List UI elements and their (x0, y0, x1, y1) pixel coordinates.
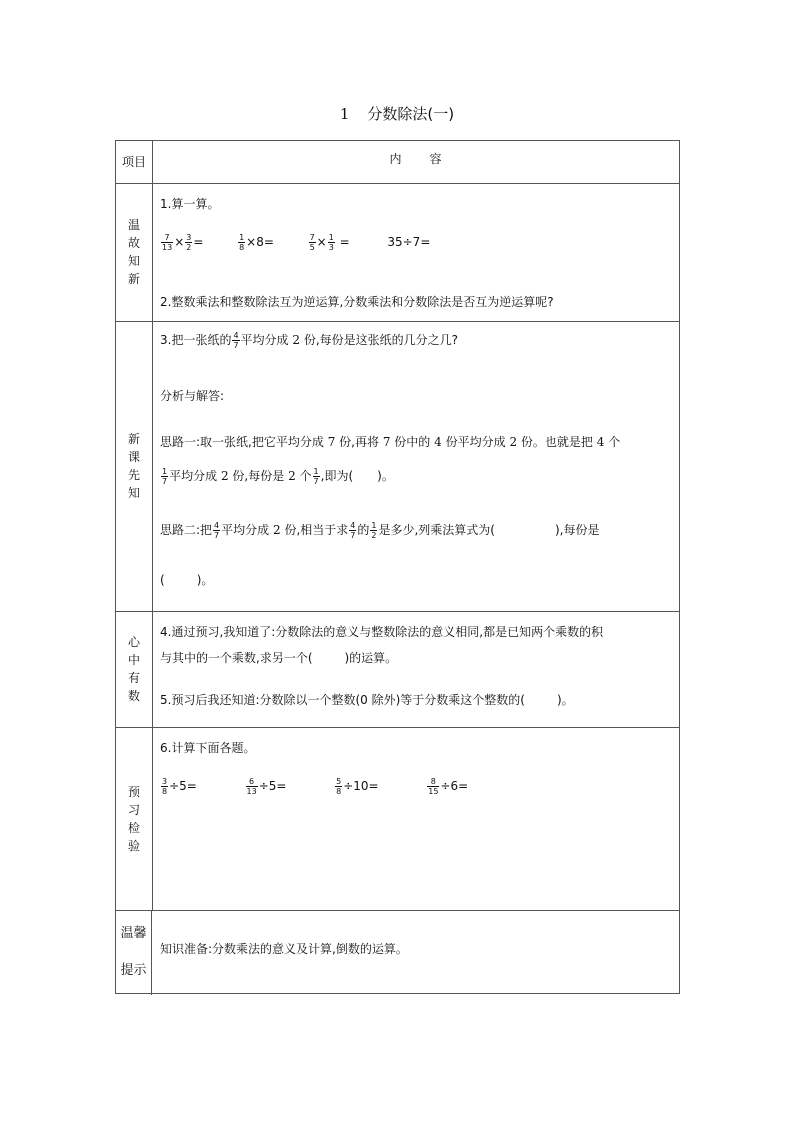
fraction: $\frac{1}{3}$ (328, 233, 334, 252)
fraction: $\frac{7}{5}$ (309, 233, 315, 252)
title-text: 分数除法(一) (367, 105, 455, 123)
question-2: 2.整数乘法和整数除法互为逆运算,分数乘法和分数除法是否互为逆运算呢? (160, 295, 554, 309)
idea-1-line-2: $\frac{1}{7}$ 平均分成 2 份,每份是 2 个 $\frac{1}{7}$ ,即为( )。 (162, 467, 394, 486)
question-1-items: $\frac{7}{13}$ × $\frac{3}{2}$ = $\frac{1}{8}$ ×8= $\frac{7}{5}$ × $\frac{1}{3}$ = 35÷7= (162, 233, 431, 252)
header-item-label: 项目 (121, 155, 146, 169)
section-mind-label: 心 中 有 数 (116, 611, 153, 727)
question-3: 3.把一张纸的 $\frac{4}{7}$ 平均分成 2 份,每份是这张纸的几分之几? (160, 331, 459, 350)
section-tip (116, 910, 679, 995)
question-6: 6.计算下面各题。 (160, 741, 256, 755)
fraction: $\frac{1}{7}$ (162, 467, 168, 486)
section-review (116, 183, 679, 322)
fraction: $\frac{1}{2}$ (371, 521, 377, 540)
header-col-item (116, 141, 153, 183)
fraction: $\frac{8}{15}$ (428, 777, 439, 796)
question-6-items: $\frac{3}{8}$ ÷5= $\frac{6}{13}$ ÷5= $\frac{5}{8}$ ÷10= $\frac{8}{15}$ ÷6= (162, 777, 469, 796)
question-4-line-2: 与其中的一个乘数,求另一个( )的运算。 (160, 651, 398, 665)
fraction: $\frac{4}{7}$ (350, 521, 356, 540)
idea-1-line-1: 思路一:取一张纸,把它平均分成 7 份,再将 7 份中的 4 份平均分成 2 份。也就是把 4 个 (160, 435, 621, 449)
header-content-char-2: 容 (429, 152, 442, 166)
fraction: $\frac{1}{8}$ (239, 233, 245, 252)
header-col-content (152, 141, 679, 183)
section-new (116, 321, 679, 612)
question-4-line-1: 4.通过预习,我知道了:分数除法的意义与整数除法的意义相同,都是已知两个乘数的积 (160, 625, 604, 639)
header-content-char-1: 内 (389, 152, 430, 166)
fraction: $\frac{5}{8}$ (336, 777, 342, 796)
header-row (116, 141, 679, 184)
section-tip-label: 温馨 提示 (116, 910, 152, 995)
idea-2-line-2: ( )。 (160, 573, 214, 587)
analysis-label: 分析与解答: (160, 389, 225, 403)
tip-text: 知识准备:分数乘法的意义及计算,倒数的运算。 (160, 942, 408, 956)
fraction: $\frac{3}{8}$ (162, 777, 168, 796)
fraction: $\frac{4}{7}$ (214, 521, 220, 540)
section-check (116, 727, 679, 911)
section-check-label: 预 习 检 验 (116, 727, 153, 910)
fraction: $\frac{6}{13}$ (246, 777, 257, 796)
section-mind (116, 611, 679, 728)
fraction: $\frac{7}{13}$ (162, 233, 173, 252)
section-review-label: 温 故 知 新 (116, 183, 153, 321)
question-1: 1.算一算。 (160, 197, 220, 211)
question-5: 5.预习后我还知道:分数除以一个整数(0 除外)等于分数乘这个整数的( )。 (160, 693, 574, 707)
section-new-label: 新 课 先 知 (116, 321, 153, 611)
fraction: $\frac{1}{7}$ (313, 467, 319, 486)
fraction: $\frac{4}{7}$ (233, 331, 239, 350)
idea-2-line-1: 思路二:把 $\frac{4}{7}$ 平均分成 2 份,相当于求 $\frac{4}{7}$ 的 $\frac{1}{2}$ 是多少,列乘法算式为( ),每份是 (160, 521, 600, 540)
worksheet-table (115, 140, 680, 994)
fraction: $\frac{3}{2}$ (186, 233, 192, 252)
title-number: 1 (339, 105, 350, 123)
page-title (0, 103, 794, 124)
